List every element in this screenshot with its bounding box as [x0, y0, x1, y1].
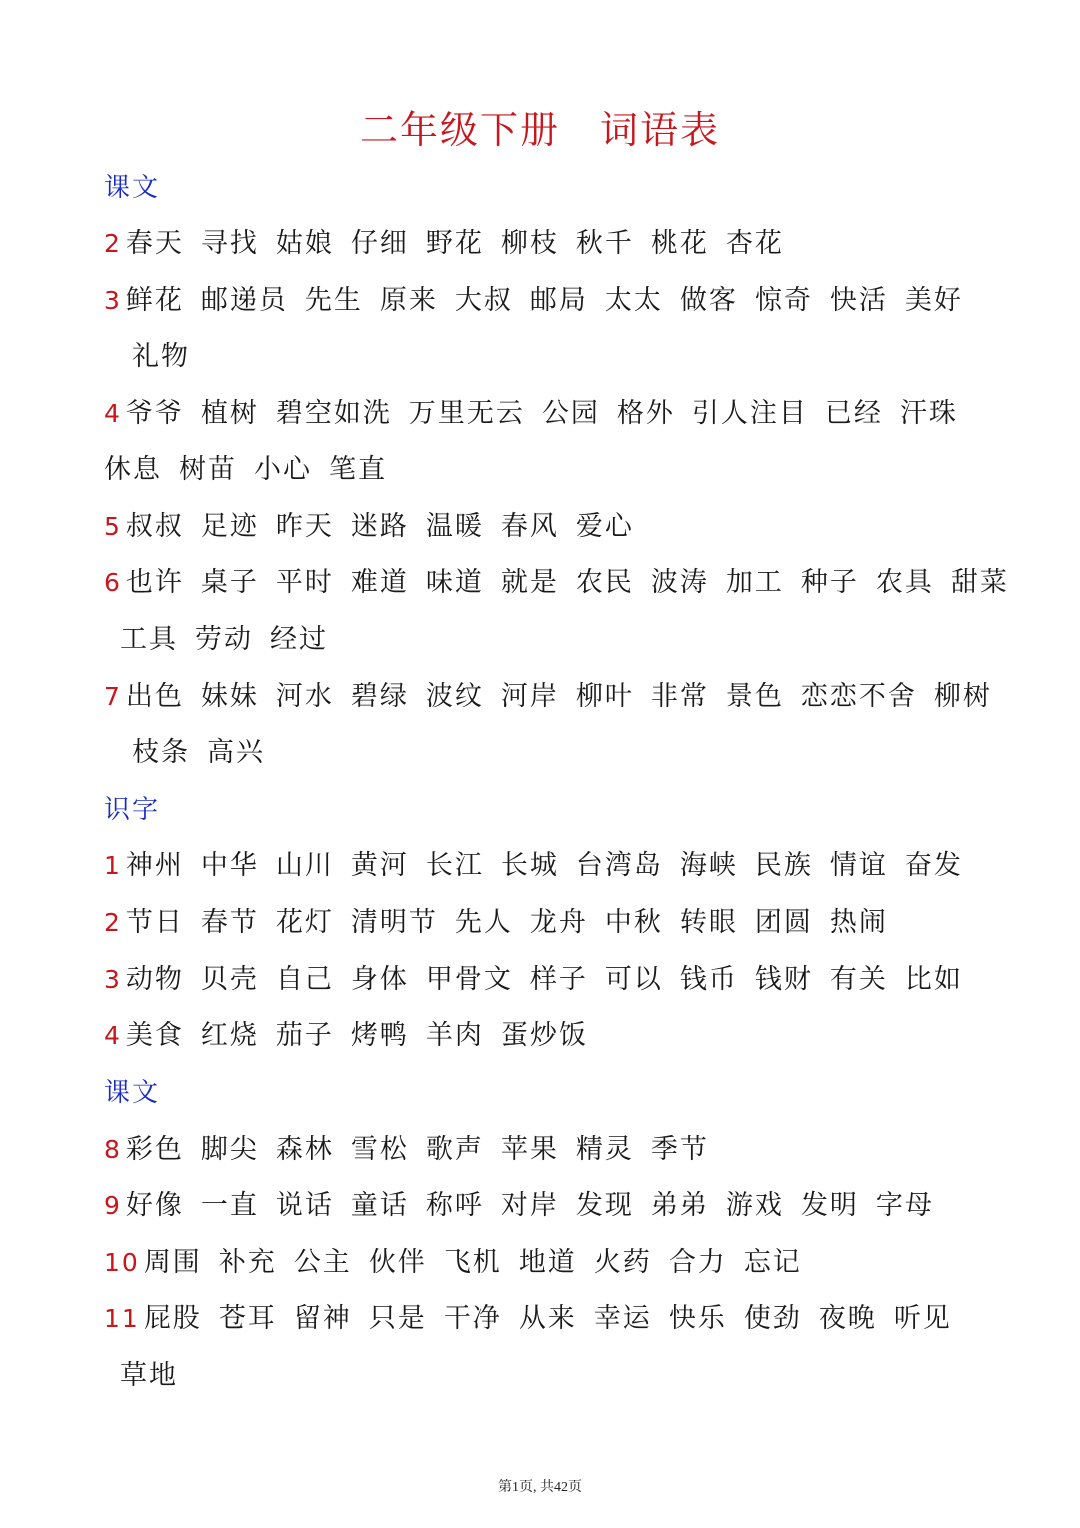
vocab-word: 味道: [425, 567, 484, 598]
vocab-word: 美好: [904, 285, 963, 316]
vocab-word: 动物: [125, 964, 184, 995]
vocab-word: 桌子: [200, 567, 259, 598]
vocab-word: 美食: [125, 1020, 184, 1051]
vocab-word: 精灵: [575, 1134, 634, 1165]
vocab-word: 姑娘: [275, 228, 334, 259]
vocab-word: 留神: [293, 1303, 352, 1334]
vocab-word: 使劲: [743, 1303, 802, 1334]
word-line: [104, 1016, 605, 1056]
vocab-word: 农民: [575, 567, 634, 598]
lesson-number: 4: [104, 1021, 122, 1050]
vocab-word: 转眼: [679, 907, 738, 938]
vocab-word: 快活: [829, 285, 888, 316]
vocab-word: 烤鸭: [350, 1020, 409, 1051]
vocab-word: 春节: [200, 907, 259, 938]
word-line: [104, 1299, 969, 1339]
vocab-word: 羊肉: [425, 1020, 484, 1051]
vocab-word: 就是: [500, 567, 559, 598]
lesson-number: 3: [104, 286, 122, 315]
vocab-word: 河岸: [500, 681, 559, 712]
vocab-word: 恋恋不舍: [800, 681, 917, 712]
vocab-word: 周围: [143, 1247, 202, 1278]
vocab-word: 野花: [425, 228, 484, 259]
vocab-word: 从来: [518, 1303, 577, 1334]
word-line: [104, 281, 980, 321]
vocab-word: 出色: [125, 681, 184, 712]
vocab-word: 忘记: [743, 1247, 802, 1278]
vocab-word: 节日: [125, 907, 184, 938]
page-footer: 第1页, 共42页: [498, 1480, 582, 1495]
vocab-word: 茄子: [275, 1020, 334, 1051]
word-line: [132, 733, 282, 773]
vocab-word: 补充: [218, 1247, 277, 1278]
vocab-word: 农具: [875, 567, 934, 598]
word-line: [104, 394, 975, 434]
word-line: [104, 1130, 726, 1170]
vocab-word: 民族: [754, 850, 813, 881]
vocab-word: 合力: [668, 1247, 727, 1278]
vocab-word: 蛋炒饭: [500, 1020, 588, 1051]
vocab-word: 只是: [368, 1303, 427, 1334]
vocab-word: 太太: [604, 285, 663, 316]
vocab-word: 寻找: [200, 228, 259, 259]
vocab-word: 植树: [200, 398, 259, 429]
vocab-word: 发现: [575, 1190, 634, 1221]
word-line: [120, 1356, 195, 1396]
vocab-word: 清明节: [350, 907, 438, 938]
word-line: [104, 677, 1009, 717]
vocab-word: 飞机: [443, 1247, 502, 1278]
vocab-word: 长江: [425, 850, 484, 881]
vocab-word: 好像: [125, 1190, 184, 1221]
vocab-word: 公主: [293, 1247, 352, 1278]
lesson-number: 4: [104, 399, 122, 428]
word-line: [132, 337, 207, 377]
lesson-number: 10: [104, 1248, 140, 1277]
section-heading: 课文: [104, 173, 161, 203]
title-vocab: 词语表: [600, 108, 721, 152]
vocab-word: 桃花: [650, 228, 709, 259]
vocab-word: 劳动: [195, 624, 253, 655]
vocab-word: 台湾岛: [575, 850, 663, 881]
vocab-word: 春天: [125, 228, 184, 259]
vocab-word: 森林: [275, 1134, 334, 1165]
vocab-word: 原来: [379, 285, 438, 316]
lesson-number: 5: [104, 512, 122, 541]
vocab-word: 贝壳: [200, 964, 259, 995]
lesson-number: 2: [104, 229, 122, 258]
vocab-word: 称呼: [425, 1190, 484, 1221]
vocab-word: 仔细: [350, 228, 409, 259]
word-line: [104, 960, 980, 1000]
vocab-word: 钱财: [754, 964, 813, 995]
vocab-word: 柳树: [933, 681, 992, 712]
vocab-word: 公园: [541, 398, 600, 429]
vocab-word: 引人注目: [691, 398, 808, 429]
vocab-word: 做客: [679, 285, 738, 316]
vocab-word: 中华: [200, 850, 259, 881]
vocab-word: 干净: [443, 1303, 502, 1334]
lesson-number: 11: [104, 1304, 140, 1333]
vocab-word: 休息: [104, 454, 162, 485]
vocab-word: 火药: [593, 1247, 652, 1278]
vocab-word: 难道: [350, 567, 409, 598]
vocab-word: 身体: [350, 964, 409, 995]
vocab-word: 童话: [350, 1190, 409, 1221]
vocab-word: 邮递员: [200, 285, 288, 316]
vocab-word: 温暖: [425, 511, 484, 542]
word-line: [104, 846, 980, 886]
vocab-word: 苍耳: [218, 1303, 277, 1334]
word-line: [104, 1186, 951, 1226]
vocab-word: 自己: [275, 964, 334, 995]
word-line: [120, 620, 345, 660]
vocab-word: 地道: [518, 1247, 577, 1278]
vocab-word: 彩色: [125, 1134, 184, 1165]
vocab-word: 一直: [200, 1190, 259, 1221]
vocab-word: 非常: [650, 681, 709, 712]
vocab-word: 快乐: [668, 1303, 727, 1334]
vocab-word: 碧绿: [350, 681, 409, 712]
vocab-word: 夜晚: [818, 1303, 877, 1334]
word-line: [104, 224, 801, 264]
vocab-word: 屁股: [143, 1303, 202, 1334]
vocab-word: 季节: [650, 1134, 709, 1165]
vocab-word: 奋发: [904, 850, 963, 881]
vocab-word: 甲骨文: [425, 964, 513, 995]
vocab-word: 苹果: [500, 1134, 559, 1165]
vocab-word: 弟弟: [650, 1190, 709, 1221]
vocab-word: 邮局: [529, 285, 588, 316]
vocab-word: 长城: [500, 850, 559, 881]
vocab-word: 笔直: [329, 454, 387, 485]
vocab-word: 样子: [529, 964, 588, 995]
vocab-word: 汗珠: [899, 398, 958, 429]
vocab-word: 对岸: [500, 1190, 559, 1221]
vocab-word: 热闹: [829, 907, 888, 938]
vocab-word: 叔叔: [125, 511, 184, 542]
vocab-word: 爷爷: [125, 398, 184, 429]
vocab-word: 鲜花: [125, 285, 184, 316]
vocab-word: 妹妹: [200, 681, 259, 712]
vocab-word: 惊奇: [754, 285, 813, 316]
vocab-word: 大叔: [454, 285, 513, 316]
vocab-word: 迷路: [350, 511, 409, 542]
vocab-word: 中秋: [604, 907, 663, 938]
word-line: [104, 563, 1026, 603]
section-heading: 识字: [104, 795, 161, 825]
vocab-word: 红烧: [200, 1020, 259, 1051]
vocab-word: 加工: [725, 567, 784, 598]
vocab-word: 格外: [616, 398, 675, 429]
vocab-word: 幸运: [593, 1303, 652, 1334]
vocab-word: 河水: [275, 681, 334, 712]
vocab-word: 海峡: [679, 850, 738, 881]
vocab-word: 工具: [120, 624, 178, 655]
page-title: [0, 104, 1080, 156]
vocab-word: 钱币: [679, 964, 738, 995]
vocab-word: 先人: [454, 907, 513, 938]
vocab-word: 神州: [125, 850, 184, 881]
vocab-word: 景色: [725, 681, 784, 712]
vocab-word: 雪松: [350, 1134, 409, 1165]
vocab-word: 柳叶: [575, 681, 634, 712]
vocab-word: 先生: [304, 285, 363, 316]
vocab-word: 有关: [829, 964, 888, 995]
vocab-word: 听见: [893, 1303, 952, 1334]
vocab-word: 春风: [500, 511, 559, 542]
vocab-word: 脚尖: [200, 1134, 259, 1165]
lesson-number: 7: [104, 682, 122, 711]
vocab-word: 小心: [254, 454, 312, 485]
vocab-word: 山川: [275, 850, 334, 881]
word-line: [104, 507, 651, 547]
vocab-word: 爱心: [575, 511, 634, 542]
word-line: [104, 450, 404, 490]
vocab-word: 也许: [125, 567, 184, 598]
lesson-number: 9: [104, 1191, 122, 1220]
vocab-word: 万里无云: [408, 398, 525, 429]
lesson-number: 6: [104, 568, 122, 597]
vocab-word: 可以: [604, 964, 663, 995]
vocab-word: 已经: [824, 398, 883, 429]
lesson-number: 2: [104, 908, 122, 937]
vocab-word: 波涛: [650, 567, 709, 598]
lesson-number: 1: [104, 851, 122, 880]
vocab-word: 高兴: [207, 737, 265, 768]
section-heading: 课文: [104, 1078, 161, 1108]
vocab-word: 龙舟: [529, 907, 588, 938]
vocab-word: 枝条: [132, 737, 190, 768]
vocab-word: 情谊: [829, 850, 888, 881]
vocab-word: 伙伴: [368, 1247, 427, 1278]
vocab-word: 种子: [800, 567, 859, 598]
vocab-word: 昨天: [275, 511, 334, 542]
word-line: [104, 1243, 819, 1283]
vocab-word: 杏花: [725, 228, 784, 259]
title-grade: 二年级下册: [359, 108, 560, 152]
vocab-word: 足迹: [200, 511, 259, 542]
lesson-number: 3: [104, 965, 122, 994]
vocab-word: 比如: [904, 964, 963, 995]
vocab-word: 甜菜: [950, 567, 1009, 598]
vocab-word: 游戏: [725, 1190, 784, 1221]
vocab-word: 平时: [275, 567, 334, 598]
vocab-word: 柳枝: [500, 228, 559, 259]
vocab-word: 说话: [275, 1190, 334, 1221]
vocab-word: 波纹: [425, 681, 484, 712]
vocab-word: 团圆: [754, 907, 813, 938]
lesson-number: 8: [104, 1135, 122, 1164]
vocab-word: 歌声: [425, 1134, 484, 1165]
vocab-word: 经过: [270, 624, 328, 655]
vocab-word: 碧空如洗: [275, 398, 392, 429]
vocab-word: 发明: [800, 1190, 859, 1221]
vocab-word: 树苗: [179, 454, 237, 485]
vocab-word: 秋千: [575, 228, 634, 259]
vocab-word: 礼物: [132, 341, 190, 372]
vocab-word: 草地: [120, 1360, 178, 1391]
word-line: [104, 903, 905, 943]
vocab-word: 黄河: [350, 850, 409, 881]
vocab-word: 字母: [875, 1190, 934, 1221]
vocab-word: 花灯: [275, 907, 334, 938]
